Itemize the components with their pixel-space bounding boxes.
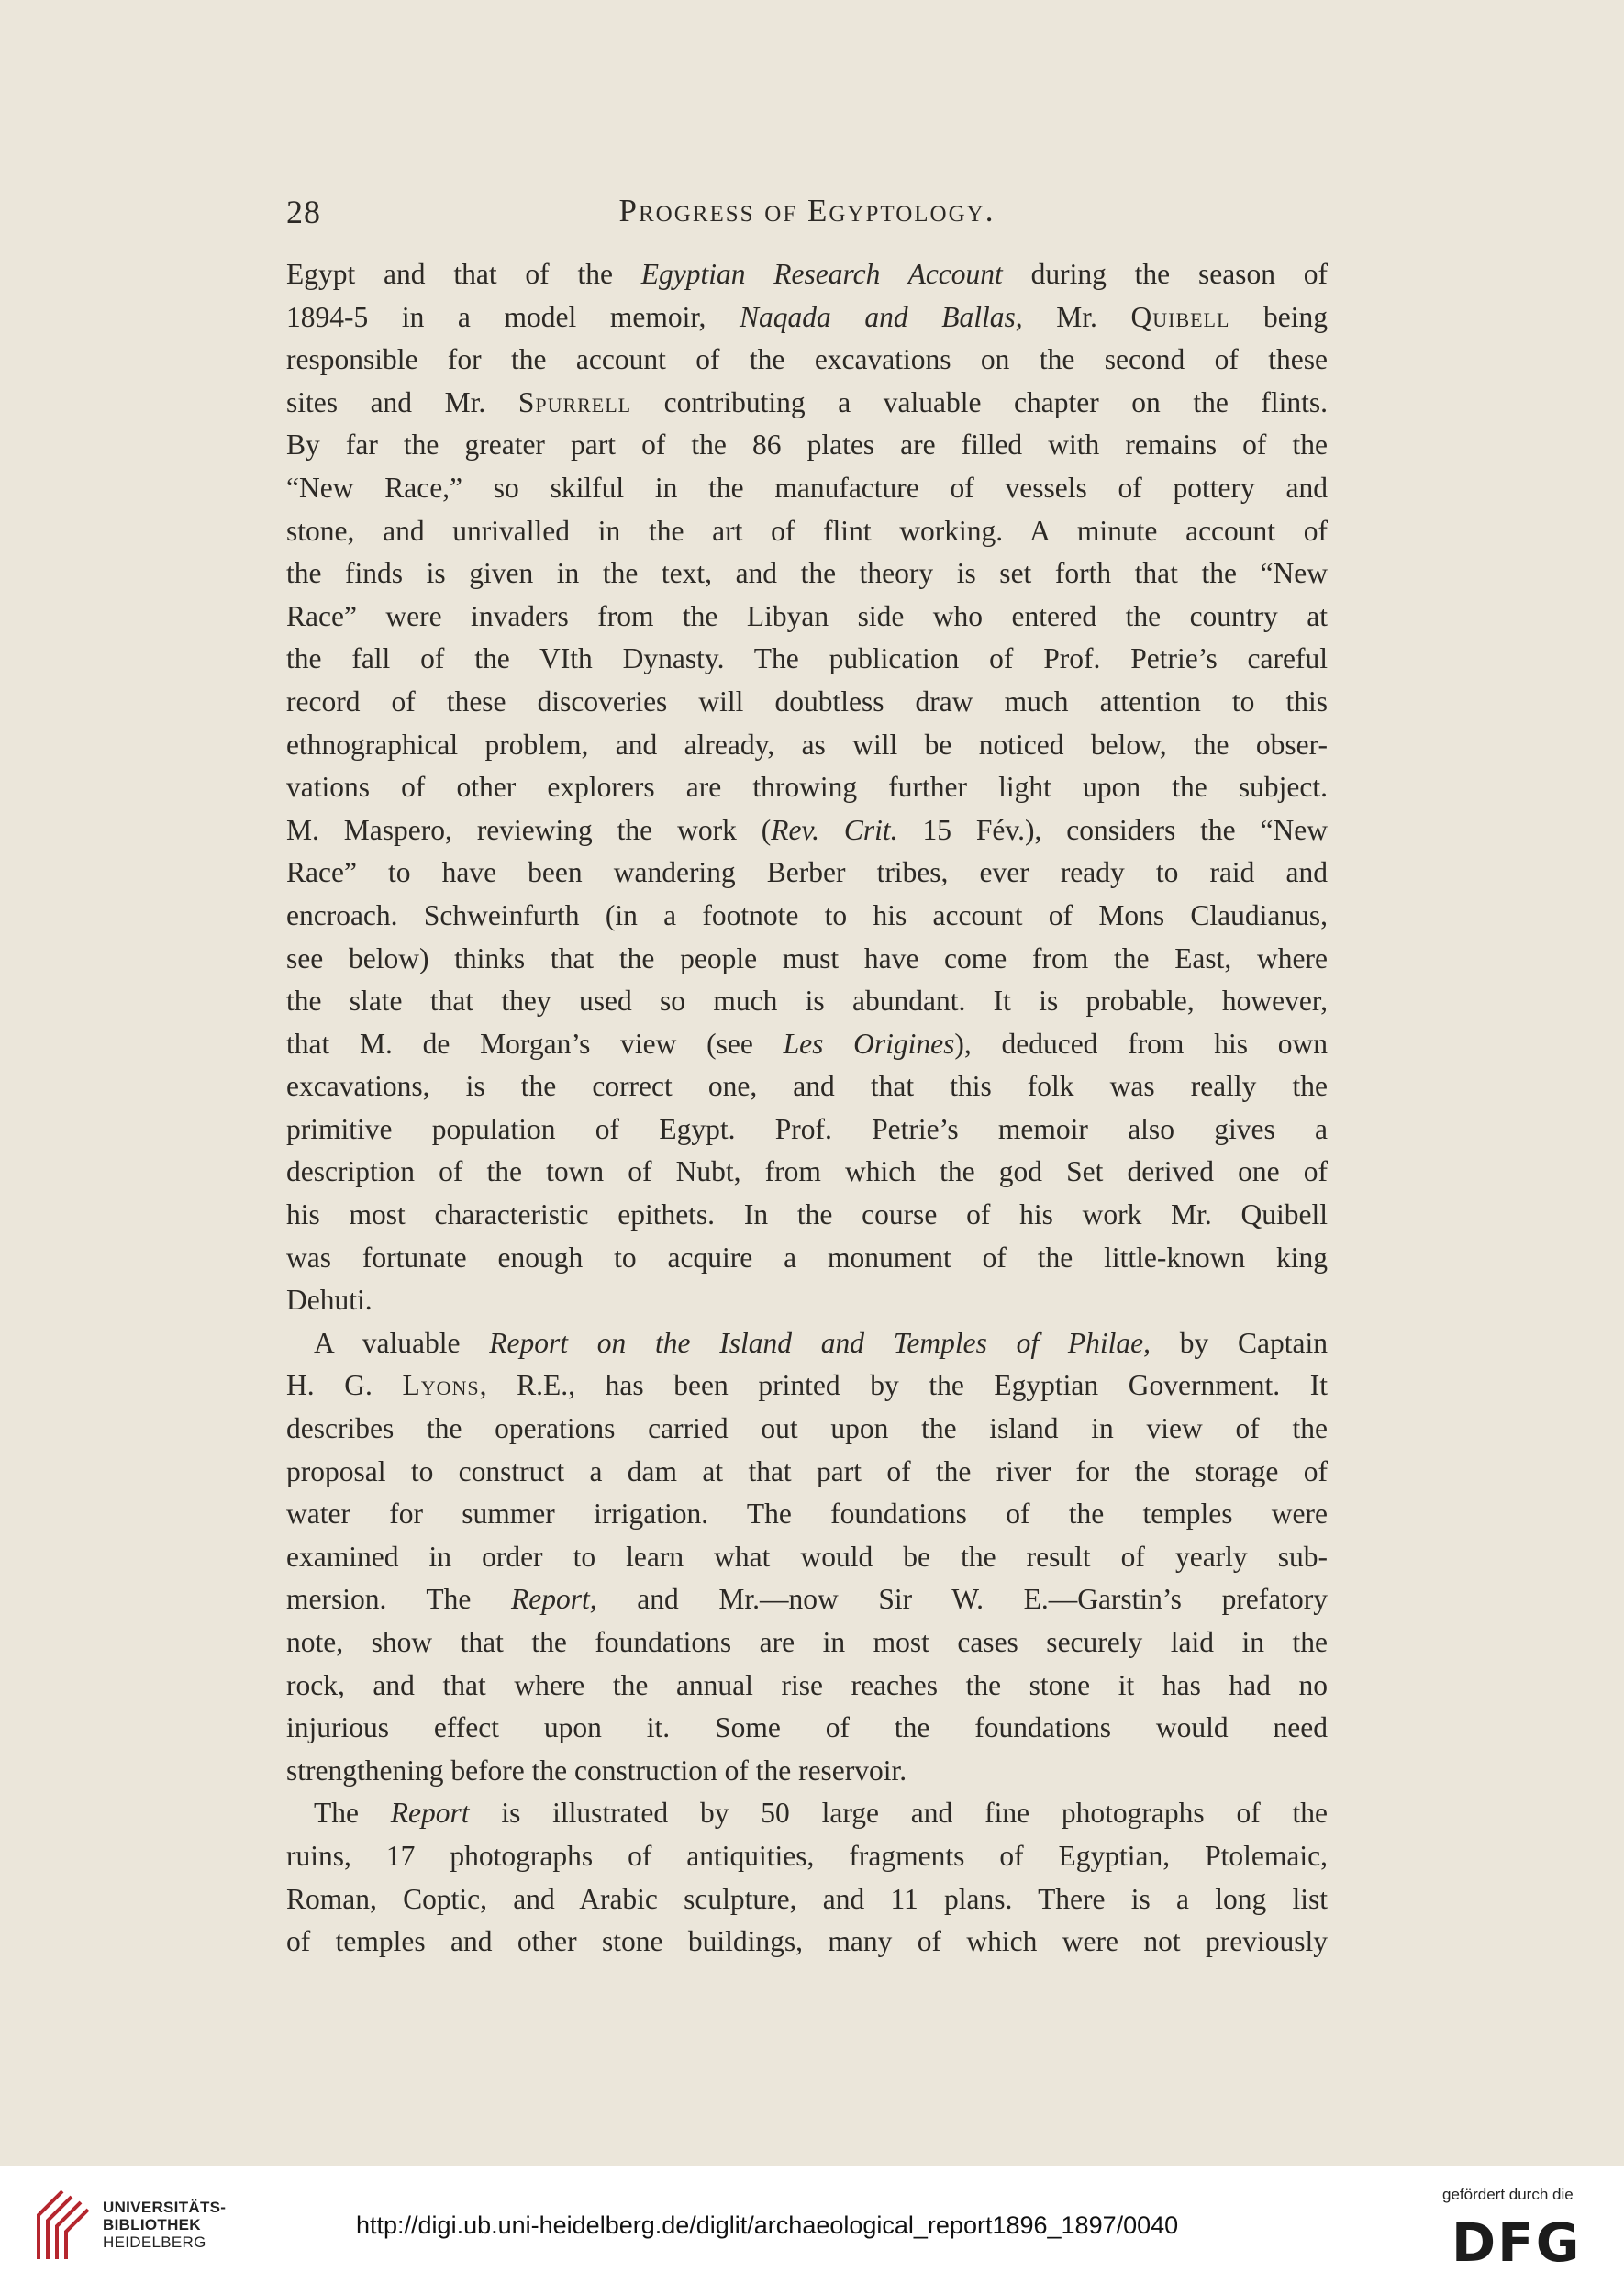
text-line [286,510,1328,553]
text-segment: the slate that they used so much is abundant. It is probable, however, [286,985,1328,1018]
text-line [286,1408,1328,1451]
text-segment: Mr. [1022,300,1131,333]
text-line [286,1322,1328,1365]
text-segment: during the season of [1002,258,1328,290]
text-segment: the finds is given in the text, and the theory is set forth that the “New [286,557,1328,590]
author-name: Lyons [402,1369,480,1402]
text-segment: by Captain [1150,1326,1328,1359]
text-line [286,596,1328,639]
text-segment: stone, and unrivalled in the art of flint working. A minute account of [286,514,1328,547]
text-segment: excavations, is the correct one, and that this folk was really the [286,1070,1328,1103]
text-line [286,1750,1328,1793]
text-line [286,1237,1328,1280]
text-line [286,1792,1328,1835]
text-segment: Dehuti. [286,1284,373,1317]
text-segment: mersion. The [286,1583,512,1616]
text-line [286,1023,1328,1066]
text-segment: rock, and that where the annual rise reaches the stone it has had no [286,1668,1328,1701]
text-segment: was fortunate enough to acquire a monument of the little-known king [286,1241,1328,1274]
text-segment: vations of other explorers are throwing further light upon the subject. [286,771,1328,804]
source-url-link[interactable]: http://digi.ub.uni-heidelberg.de/diglit/archaeological_report1896_1897/0040 [356,2211,1179,2239]
text-segment: responsible for the account of the excavations on the second of these [286,343,1328,376]
text-segment: being [1229,300,1328,333]
text-segment: ethnographical problem, and already, as will be noticed below, the obser- [286,728,1328,761]
text-segment: H. G. [286,1369,403,1402]
text-segment: describes the operations carried out upon the island in view of the [286,1412,1328,1445]
text-segment: his most characteristic epithets. In the course of his work Mr. Quibell [286,1198,1328,1231]
text-segment: Race” were invaders from the Libyan side who entered the country at [286,599,1328,632]
text-segment: examined in order to learn what would be the result of yearly sub- [286,1540,1328,1573]
text-segment: and Mr.—now Sir W. E.—Garstin’s prefatory [596,1583,1328,1616]
text-line [286,638,1328,681]
text-line [286,1451,1328,1494]
text-line [286,766,1328,809]
library-name-line: BIBLIOTHEK [103,2216,201,2233]
library-name-line: HEIDELBERG [103,2233,206,2251]
text-line [286,1621,1328,1665]
text-line [286,895,1328,938]
text-segment: sites and Mr. [286,385,518,418]
text-segment: Egypt and that of the [286,258,641,290]
text-segment: proposal to construct a dam at that part of the river for the storage of [286,1454,1328,1487]
text-line [286,253,1328,296]
italic-title: Report [390,1797,470,1830]
text-segment: the fall of the VIth Dynasty. The publication of Prof. Petrie’s careful [286,642,1328,675]
text-line [286,382,1328,425]
text-line [286,296,1328,340]
text-line [286,1279,1328,1322]
text-segment: , R.E., has been printed by the Egyptian Government. It [479,1369,1328,1402]
text-segment: of temples and other stone buildings, many of which were not previously [286,1925,1328,1958]
text-line [286,1151,1328,1194]
author-name: Spurrell [517,385,632,418]
text-segment: M. Maspero, reviewing the work ( [286,813,772,846]
text-segment: is illustrated by 50 large and fine photographs of the [469,1797,1328,1830]
text-line [286,852,1328,895]
italic-title: Report, [511,1583,597,1616]
text-line [286,1065,1328,1108]
text-line [286,681,1328,724]
text-line [286,1364,1328,1408]
text-segment: see below) thinks that the people must have come from the East, where [286,941,1328,974]
text-line [286,1878,1328,1921]
text-segment: primitive population of Egypt. Prof. Petrie’s memoir also gives a [286,1112,1328,1145]
text-segment: Race” to have been wandering Berber tribes, ever ready to raid and [286,856,1328,889]
text-line [286,1921,1328,1964]
text-line [286,1578,1328,1621]
library-name [103,2199,226,2251]
text-segment: 15 Fév.), considers the “New [897,813,1328,846]
text-segment: ), deduced from his own [954,1027,1328,1060]
text-segment: By far the greater part of the 86 plates are filled with remains of the [286,429,1328,462]
italic-title: Rev. Crit. [771,813,898,846]
text-line [286,1493,1328,1536]
library-name-line: UNIVERSITÄTS- [103,2199,227,2216]
text-line [286,938,1328,981]
dfg-logo[interactable]: DFG [1452,2211,1582,2274]
text-line [286,1835,1328,1878]
text-segment: that M. de Morgan’s view (see [286,1027,784,1060]
text-line [286,980,1328,1023]
text-segment: note, show that the foundations are in most cases securely laid in the [286,1626,1328,1658]
page-number: 28 [286,194,321,230]
text-segment: description of the town of Nubt, from which the god Set derived one of [286,1155,1328,1188]
body-text [286,253,1328,1964]
university-library-logo-icon[interactable] [35,2188,92,2263]
text-segment: 1894-5 in a model memoir, [286,300,740,333]
text-line [286,424,1328,467]
author-name: Quibell [1130,300,1230,333]
running-title: Progress of Egyptology. [618,193,996,228]
text-segment: “New Race,” so skilful in the manufacture of vessels of pottery and [286,471,1328,504]
text-segment: encroach. Schweinfurth (in a footnote to his account of Mons Claudianus, [286,898,1328,931]
text-segment: Roman, Coptic, and Arabic sculpture, and 11 plans. There is a long list [286,1882,1328,1915]
text-line [286,1536,1328,1579]
text-segment: record of these discoveries will doubtless draw much attention to this [286,685,1328,718]
text-segment: A valuable [314,1326,490,1359]
italic-title: Les Origines [783,1027,955,1060]
italic-title: Egyptian Research Account [640,258,1003,290]
text-segment: strengthening before the construction of the reservoir. [286,1754,907,1787]
funded-by-label: gefördert durch die [1442,2186,1574,2203]
text-line [286,467,1328,510]
text-line [286,724,1328,767]
italic-title: Report on the Island and Temples of Philae, [489,1326,1151,1359]
text-line [286,1707,1328,1750]
text-segment: water for summer irrigation. The foundations of the temples were [286,1498,1328,1531]
text-line [286,1194,1328,1237]
text-segment: injurious effect upon it. Some of the foundations would need [286,1711,1328,1744]
text-line [286,552,1328,596]
text-line [286,339,1328,382]
text-line [286,1108,1328,1152]
text-segment: contributing a valuable chapter on the flints. [631,385,1328,418]
text-segment: ruins, 17 photographs of antiquities, fragments of Egyptian, Ptolemaic, [286,1839,1328,1872]
page-header [286,193,1328,239]
text-line [286,1665,1328,1708]
footer-bar [0,2166,1624,2283]
text-segment: The [314,1797,391,1830]
text-line [286,809,1328,852]
italic-title: Naqada and Ballas, [740,300,1023,333]
